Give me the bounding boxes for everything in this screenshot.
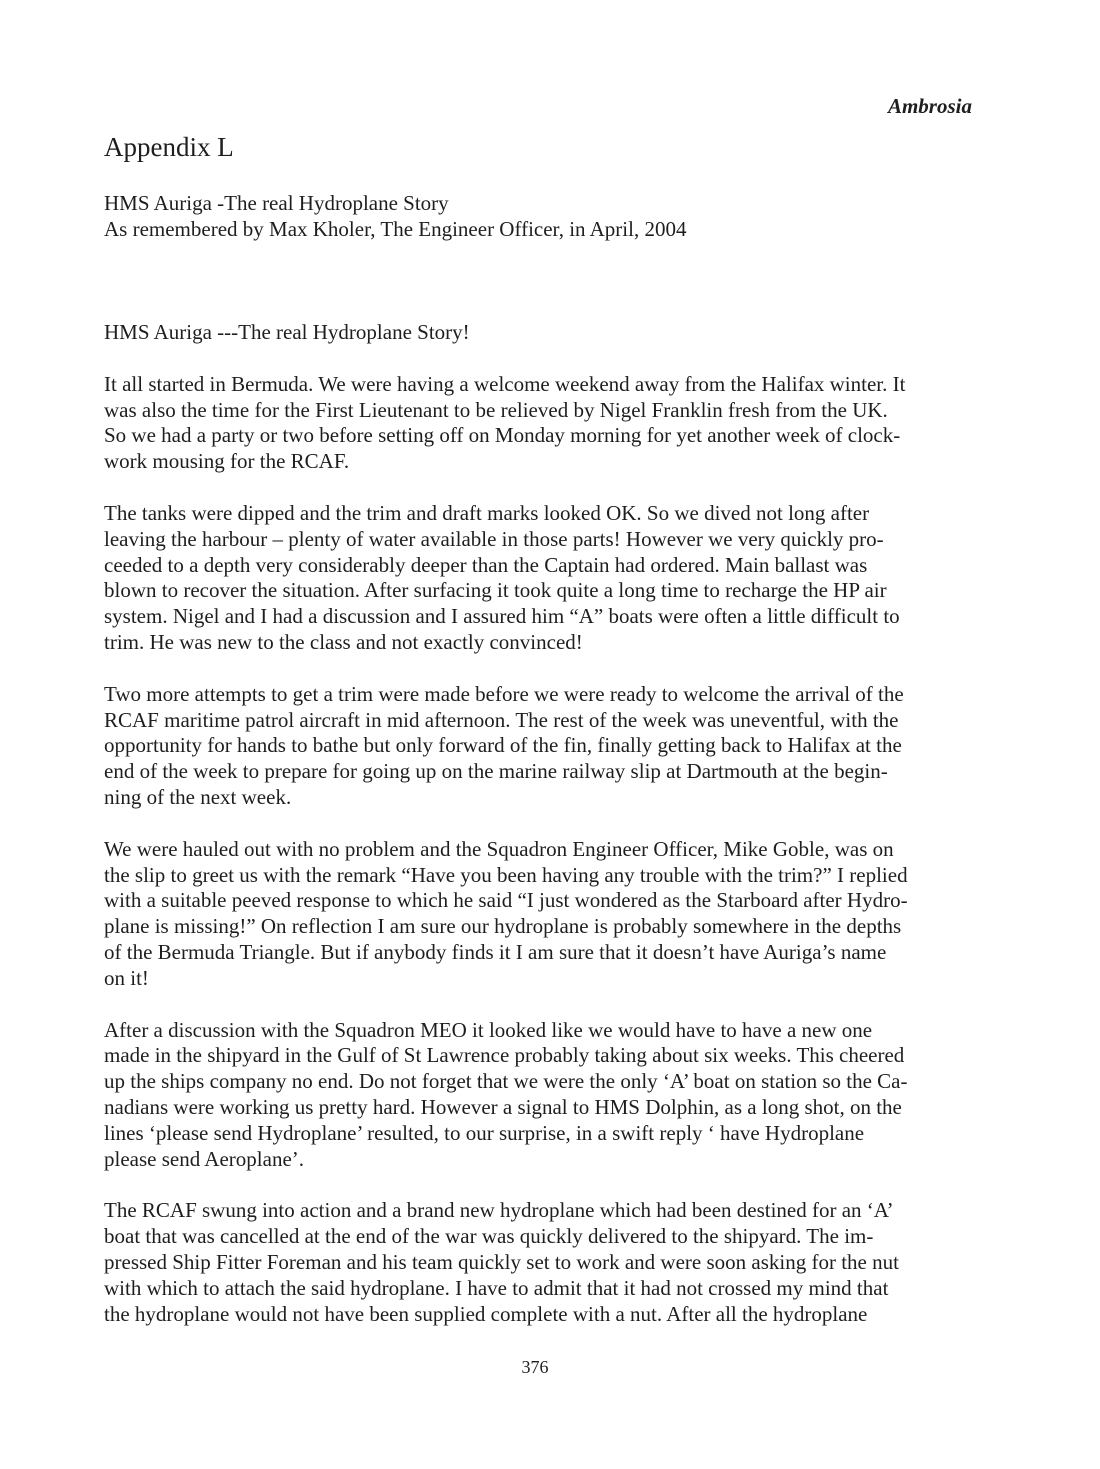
text-line: ning of the next week. [104,784,292,809]
subtitle-line: As remembered by Max Kholer, The Engineer Officer, in April, 2004 [104,217,687,241]
text-line: the hydroplane would not have been supplied complete with a nut. After all the hydroplane [104,1301,868,1326]
subtitle-block [104,190,686,242]
running-head: Ambrosia [887,94,972,118]
subtitle-line: HMS Auriga -The real Hydroplane Story [104,191,449,215]
text-line: plane is missing!” On reflection I am sure our hydroplane is probably somewhere in the depths [104,914,902,939]
text-line: with which to attach the said hydroplane. I have to admit that it had not crossed my mind that [104,1275,889,1300]
text-line: end of the week to prepare for going up on the marine railway slip at Dartmouth at the begin- [104,759,888,784]
text-line: Two more attempts to get a trim were made before we were ready to welcome the arrival of the [104,681,904,706]
text-line: made in the shipyard in the Gulf of St Lawrence probably taking about six weeks. This cheered [104,1043,905,1068]
text-line: blown to recover the situation. After surfacing it took quite a long time to recharge the HP air [104,578,887,603]
body-paragraph [104,320,979,346]
body-paragraph [104,1198,979,1327]
text-line: The tanks were dipped and the trim and draft marks looked OK. So we dived not long after [104,500,870,525]
page-number: 376 [521,1357,549,1377]
text-line: RCAF maritime patrol aircraft in mid afternoon. The rest of the week was uneventful, with the [104,707,899,732]
text-line: on it! [104,965,149,990]
text-line: work mousing for the RCAF. [104,449,350,474]
text-line: ceeded to a depth very considerably deeper than the Captain had ordered. Main ballast was [104,552,868,577]
appendix-title: Appendix L [104,132,234,162]
text-line: The RCAF swung into action and a brand new hydroplane which had been destined for an ‘A’ [104,1198,894,1223]
text-line: please send Aeroplane’. [104,1146,305,1171]
body-text [104,320,979,1353]
text-line: nadians were working us pretty hard. However a signal to HMS Dolphin, as a long shot, on the [104,1094,902,1119]
body-paragraph [104,501,979,656]
body-paragraph [104,372,979,475]
text-line: was also the time for the First Lieutenant to be relieved by Nigel Franklin fresh from the UK. [104,397,888,422]
text-line: So we had a party or two before setting off on Monday morning for yet another week of clock- [104,423,901,448]
text-line: opportunity for hands to bathe but only forward of the fin, finally getting back to Halifax at the [104,733,902,758]
text-line: lines ‘please send Hydroplane’ resulted, to our surprise, in a swift reply ‘ have Hydroplane [104,1120,865,1145]
text-line: trim. He was new to the class and not exactly convinced! [104,629,583,654]
body-paragraph [104,682,979,811]
text-line: HMS Auriga ---The real Hydroplane Story! [104,320,470,344]
text-line: We were hauled out with no problem and the Squadron Engineer Officer, Mike Goble, was on [104,836,894,861]
body-paragraph [104,837,979,992]
text-line: pressed Ship Fitter Foreman and his team quickly set to work and were soon asking for the nut [104,1249,899,1274]
text-line: boat that was cancelled at the end of the war was quickly delivered to the shipyard. The im- [104,1224,874,1249]
text-line: system. Nigel and I had a discussion and I assured him “A” boats were often a little difficult to [104,604,900,629]
text-line: It all started in Bermuda. We were having a welcome weekend away from the Halifax winter. It [104,371,906,396]
text-line: up the ships company no end. Do not forget that we were the only ‘A’ boat on station so the Ca- [104,1069,908,1094]
text-line: leaving the harbour – plenty of water available in those parts! However we very quickly pro- [104,526,884,551]
body-paragraph [104,1018,979,1173]
text-line: with a suitable peeved response to which he said “I just wondered as the Starboard after Hydro- [104,888,908,913]
text-line: of the Bermuda Triangle. But if anybody finds it I am sure that it doesn’t have Auriga’s name [104,939,887,964]
text-line: the slip to greet us with the remark “Have you been having any trouble with the trim?” I replied [104,862,908,887]
text-line: After a discussion with the Squadron MEO it looked like we would have to have a new one [104,1017,873,1042]
